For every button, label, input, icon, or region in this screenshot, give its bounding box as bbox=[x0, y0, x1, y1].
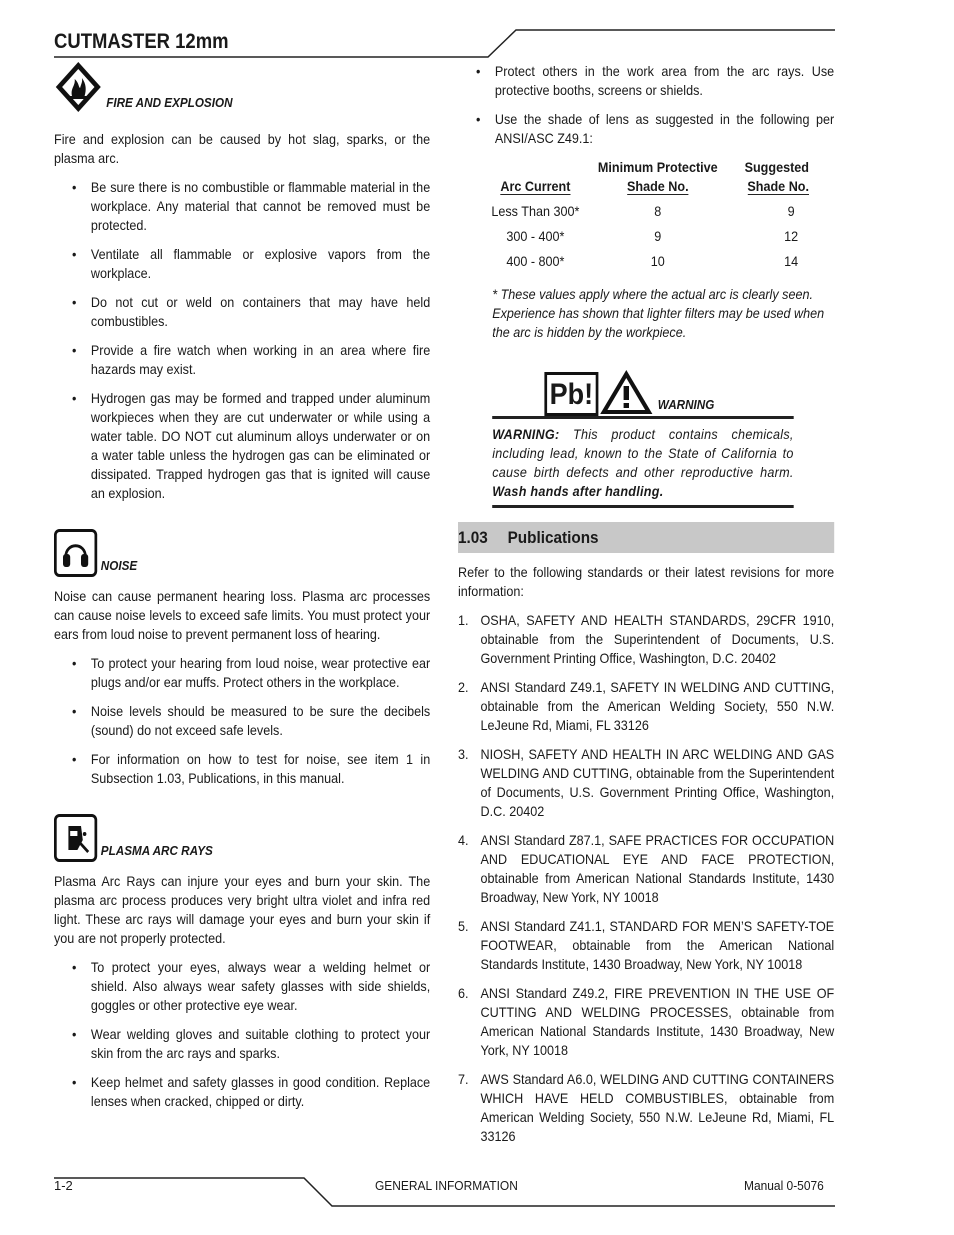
rays-hazard-heading bbox=[54, 808, 430, 862]
warning-heading bbox=[544, 364, 793, 416]
warning-label: WARNING bbox=[657, 397, 715, 412]
warning-text: WARNING: This product contains chemicals, including lead, known to the State of California to cause birth defects and other reproductive harm. Wash hands after handling. bbox=[492, 426, 794, 499]
list-item: 5. ANSI Standard Z41.1, STANDARD FOR MEN’S SAFETY-TOE FOOTWEAR, obtainable from the American National Standards Institute, 1430 Broadway, New York, NY 10018 bbox=[458, 918, 835, 972]
divider bbox=[492, 505, 793, 508]
header-rule bbox=[0, 0, 954, 62]
page-number: 1-2 bbox=[54, 1178, 73, 1193]
right-column bbox=[458, 60, 834, 1146]
table-cell: 9 bbox=[654, 228, 662, 244]
publications-list bbox=[458, 611, 834, 1146]
fire-bullet-list bbox=[54, 178, 430, 503]
welding-helmet-icon bbox=[54, 814, 97, 862]
table-cell: 10 bbox=[650, 253, 665, 269]
table-header-row bbox=[478, 158, 813, 198]
table-cell: 300 - 400* bbox=[506, 228, 565, 244]
list-item: • Ventilate all flammable or explosive vapors from the workplace. bbox=[54, 245, 430, 283]
footer-section: GENERAL INFORMATION bbox=[375, 1178, 518, 1193]
section-title: Publications bbox=[507, 528, 599, 547]
left-column bbox=[54, 60, 430, 1111]
lead-pb-logo: Pb! bbox=[544, 372, 598, 416]
rays-hazard-label: PLASMA ARC RAYS bbox=[100, 843, 213, 858]
list-item: • Protect others in the work area from the arc rays. Use protective booths, screens or shields. bbox=[458, 62, 834, 100]
manual-number: Manual 0-5076 bbox=[744, 1178, 824, 1193]
table-cell: 8 bbox=[654, 203, 662, 219]
rays-intro: Plasma Arc Rays can injure your eyes and burn your skin. The plasma arc process produces very bright ultra violet and infra red light. These arc rays will damage your eyes and burn your skin if you are not properly protected. bbox=[54, 873, 431, 946]
noise-bullet-list bbox=[54, 654, 430, 788]
lens-shade-table bbox=[478, 158, 813, 273]
table-cell: 12 bbox=[784, 228, 799, 244]
fire-hazard-heading bbox=[54, 60, 430, 114]
publications-intro: Refer to the following standards or their latest revisions for more information: bbox=[458, 564, 835, 599]
section-heading bbox=[458, 522, 834, 553]
fire-intro: Fire and explosion can be caused by hot slag, sparks, or the plasma arc. bbox=[54, 131, 431, 166]
list-item: 1. OSHA, SAFETY AND HEALTH STANDARDS, 29CFR 1910, obtainable from the Superintendent of Documents, U.S. Government Printing Office, Washington, D.C. 20402 bbox=[458, 612, 835, 666]
list-item: 2. ANSI Standard Z49.1, SAFETY IN WELDING AND CUTTING, obtainable from the American Welding Society, 550 N.W. LeJeune Rd, Miami, FL 33126 bbox=[458, 679, 835, 733]
table-cell: Less Than 300* bbox=[491, 203, 580, 219]
noise-hazard-label: NOISE bbox=[100, 558, 138, 573]
table-header-cell: Suggested Shade No. bbox=[744, 159, 809, 194]
section-number: 1.03 bbox=[458, 528, 488, 547]
table-row bbox=[478, 198, 813, 223]
table-cell: 400 - 800* bbox=[506, 253, 565, 269]
rays-bullet-list bbox=[54, 958, 430, 1111]
table-cell: 14 bbox=[784, 253, 799, 269]
noise-hazard-heading bbox=[54, 523, 430, 577]
warning-triangle-icon bbox=[598, 368, 654, 416]
table-header-cell: Arc Current bbox=[500, 178, 571, 194]
fire-hazard-label: FIRE AND EXPLOSION bbox=[106, 95, 233, 110]
list-item: 7. AWS Standard A6.0, WELDING AND CUTTING CONTAINERS WHICH HAVE HELD COMBUSTIBLES, obtainable from American Welding Society, 550 N.W. LeJeune Rd, Miami, FL 33126 bbox=[458, 1071, 835, 1144]
list-item: • Keep helmet and safety glasses in good condition. Replace lenses when cracked, chipped or dirty. bbox=[54, 1073, 430, 1111]
list-item: • Hydrogen gas may be formed and trapped under aluminum workpieces when they are cut underwater or while using a water table. DO NOT cut aluminum alloys underwater or on a water table unless the hydrogen gas can be eliminated or dissipated. Trapped hydrogen gas that is ignited will cause an explosion. bbox=[54, 389, 430, 503]
fire-hazard-icon bbox=[54, 60, 103, 114]
list-item: 6. ANSI Standard Z49.2, FIRE PREVENTION IN THE USE OF CUTTING AND WELDING PROCESSES, obtainable from American National Standards Institute, 1430 Broadway, New York, NY 10018 bbox=[458, 985, 835, 1058]
table-header-cell: Minimum Protective Shade No. bbox=[597, 159, 718, 194]
noise-intro: Noise can cause permanent hearing loss. Plasma arc processes can cause noise levels to exceed safe limits. You must protect your ears from loud noise to prevent permanent loss of hearing. bbox=[54, 588, 431, 642]
table-footnote: * These values apply where the actual arc is clearly seen. Experience has shown that lighter filters may be used when the arc is hidden by the workpiece. bbox=[492, 286, 825, 340]
list-item: • To protect your eyes, always wear a welding helmet or shield. Also always wear safety glasses with side shields, goggles or other protective eye wear. bbox=[54, 958, 430, 1015]
table-row bbox=[478, 248, 813, 273]
list-item: • To protect your hearing from loud noise, wear protective ear plugs and/or ear muffs. Protect others in the workplace. bbox=[54, 654, 430, 692]
list-item: 4. ANSI Standard Z87.1, SAFE PRACTICES FOR OCCUPATION AND EDUCATIONAL EYE AND FACE PROTECTION, obtainable from American National Standards Institute, 1430 Broadway, New York, NY 10018 bbox=[458, 832, 835, 905]
page-title: CUTMASTER 12mm bbox=[54, 30, 229, 53]
list-item: • Be sure there is no combustible or flammable material in the workplace. Any material that cannot be removed must be protected. bbox=[54, 178, 430, 235]
table-row bbox=[478, 223, 813, 248]
rays-continued-list bbox=[458, 62, 834, 148]
ear-muffs-icon bbox=[54, 529, 97, 577]
prop65-warning bbox=[492, 364, 793, 508]
list-item: 3. NIOSH, SAFETY AND HEALTH IN ARC WELDING AND GAS WELDING AND CUTTING, obtainable from the Superintendent of Documents, U.S. Government Printing Office, Washington, D.C. 20402 bbox=[458, 746, 835, 819]
list-item: • Noise levels should be measured to be sure the decibels (sound) do not exceed safe levels. bbox=[54, 702, 430, 740]
table-cell: 9 bbox=[787, 203, 795, 219]
list-item: • Wear welding gloves and suitable clothing to protect your skin from the arc rays and sparks. bbox=[54, 1025, 430, 1063]
list-item: • Do not cut or weld on containers that may have held combustibles. bbox=[54, 293, 430, 331]
list-item: • Provide a fire watch when working in an area where fire hazards may exist. bbox=[54, 341, 430, 379]
list-item: • Use the shade of lens as suggested in the following per ANSI/ASC Z49.1: bbox=[458, 110, 834, 148]
list-item: • For information on how to test for noise, see item 1 in Subsection 1.03, Publications, in this manual. bbox=[54, 750, 430, 788]
